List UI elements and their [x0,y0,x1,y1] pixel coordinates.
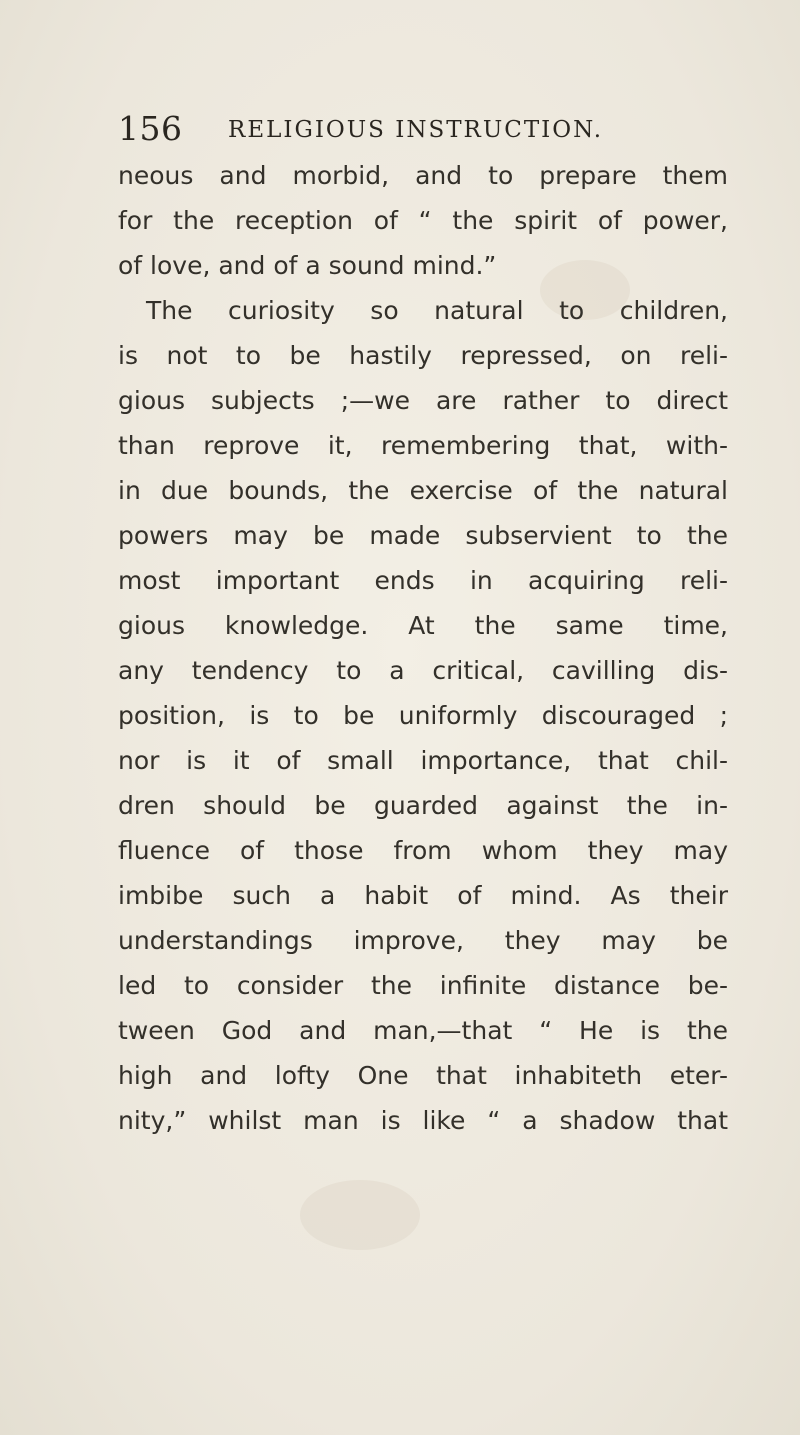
page-number: 156 [118,109,183,148]
text-line: high and lofty One that inhabiteth eter- [118,1061,728,1090]
text-line: powers may be made subservient to the [118,521,728,550]
text-line: nity,” whilst man is like “ a shadow that [118,1106,728,1135]
text-line: any tendency to a critical, cavilling dis- [118,656,728,685]
text-line: neous and morbid, and to prepare them [118,161,728,190]
body-text [118,153,728,1143]
text-line: of love, and of a sound mind.” [118,251,497,280]
text-line: in due bounds, the exercise of the natural [118,476,728,505]
text-line: gious knowledge. At the same time, [118,611,728,640]
text-line: The curiosity so natural to children, [146,296,728,325]
paper-stain [300,1180,420,1250]
text-line: than reprove it, remembering that, with- [118,431,728,460]
text-line: is not to be hastily repressed, on reli- [118,341,728,370]
text-line: understandings improve, they may be [118,926,728,955]
text-line: dren should be guarded against the in- [118,791,728,820]
running-head: RELIGIOUS INSTRUCTION. [228,117,604,143]
text-line: most important ends in acquiring reli- [118,566,728,595]
text-line: led to consider the infinite distance be- [118,971,728,1000]
page-header [118,104,718,154]
text-line: imbibe such a habit of mind. As their [118,881,728,910]
text-line: fluence of those from whom they may [118,836,728,865]
text-line: nor is it of small importance, that chil- [118,746,728,775]
text-line: gious subjects ;—we are rather to direct [118,386,728,415]
text-line: for the reception of “ the spirit of power, [118,206,728,235]
text-line: tween God and man,—that “ He is the [118,1016,728,1045]
text-line: position, is to be uniformly discouraged ; [118,701,728,730]
